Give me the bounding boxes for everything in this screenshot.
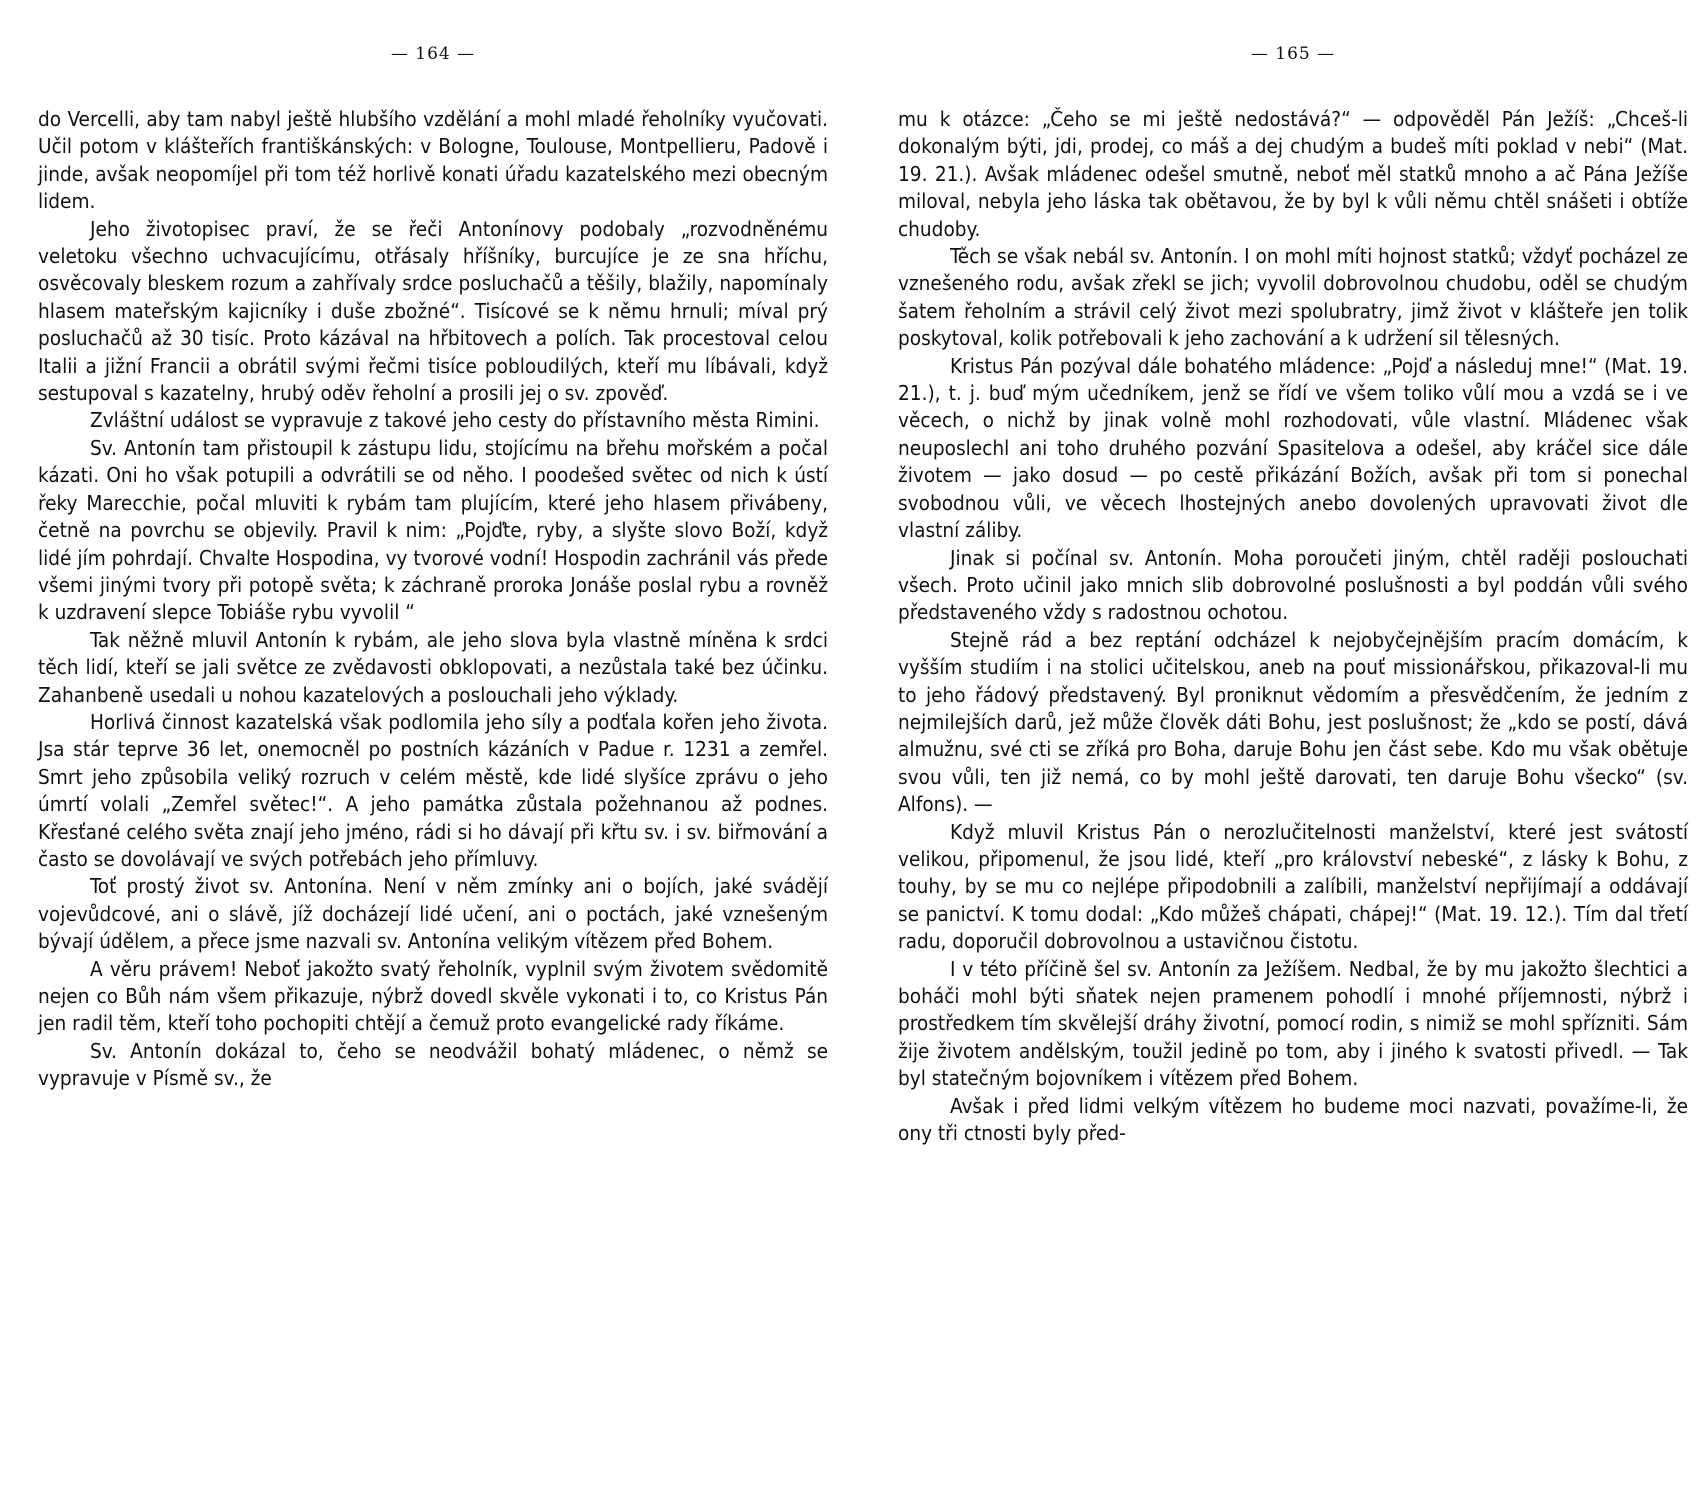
- page-number: — 164 —: [390, 44, 476, 64]
- page-body: [38, 106, 828, 1093]
- paragraph: Zvláštní událost se vypravuje z takové jeho cesty do přístavního města Rimini.: [90, 408, 820, 433]
- paragraph: Těch se však nebál sv. Antonín. I on mohl míti hojnost statků; vždyť pocházel ze vznešeného rodu, avšak zřekl se jich; vyvolil dobrovolnou chudobu, oděl se chudým šatem řeholním a strávil celý život mezi spolubratry, jimž život v klášteře jen tolik poskytoval, kolik potřebovali k jeho zachování a k udržení sil tělesných.: [898, 244, 1688, 351]
- paragraph: Tak něžně mluvil Antonín k rybám, ale jeho slova byla vlastně míněna k srdci těch lidí, kteří se jali světce ze zvědavosti obklopovati, a nezůstala také bez účinku. Zahanbeně usedali u nohou kazatelových a poslouchali jeho výklady.: [38, 627, 828, 707]
- paragraph: Jeho životopisec praví, že se řeči Antonínovy podobaly „rozvodněnému veletoku všechno uchvacujícímu, otřásaly hříšníky, burcujíce je ze sna hříchu, osvěcovaly bleskem rozum a zahřívaly srdce posluchačů a těšily, blažily, napomínaly hlasem mateřským kajicníky i duše zbožné“. Tisícové se k němu hrnuli; míval prý posluchačů až 30 tisíc. Proto kázával na hřbitovech a polích. Tak procestoval celou Italii a jižní Francii a obrátil svými řečmi tisíce pobloudilých, kteří mu líbávali, když sestupoval s kazatelny, hrubý oděv řeholní a prosili jej o sv. zpověď.: [38, 216, 828, 406]
- paragraph: A věru právem! Neboť jakožto svatý řeholník, vyplnil svým životem svědomitě nejen co Bůh nám všem přikazuje, nýbrž dovedl skvěle vykonati i to, co Kristus Pán jen radil těm, kteří toho pochopiti chtějí a čemuž proto evangelické rady říkáme.: [38, 956, 828, 1036]
- paragraph: Stejně rád a bez reptání odcházel k nejobyčejnějším pracím domácím, k vyšším studiím i na stolici učitelskou, aneb na pouť missionářskou, přikazoval-li mu to jeho řádový představený. Byl proniknut vědomím a přesvědčením, že jedním z nejmilejších darů, jež může člověk dáti Bohu, jest poslušnost; že „kdo se postí, dává almužnu, své cti se zříká pro Boha, daruje Bohu jen část sebe. Kdo mu však obětuje svou vůli, ten již nemá, co by mohl ještě darovati, ten daruje Bohu všecko“ (sv. Alfons). —: [898, 627, 1688, 817]
- paragraph: Jinak si počínal sv. Antonín. Moha poroučeti jiným, chtěl raději poslouchati všech. Proto učinil jako mnich slib dobrovolné poslušnosti a byl poddán vůli svého představeného vždy s radostnou ochotou.: [898, 545, 1688, 625]
- paragraph: do Vercelli, aby tam nabyl ještě hlubšího vzdělání a mohl mladé řeholníky vyučovati. Učil potom v klášteřích františkánských: v Bologne, Toulouse, Montpellieru, Padově i jinde, avšak neopomíjel při tom též horlivě konati úřadu kazatelského mezi obecným lidem.: [38, 107, 828, 214]
- left-page: [38, 0, 828, 1500]
- right-page: [898, 0, 1688, 1500]
- paragraph: Avšak i před lidmi velkým vítězem ho budeme moci nazvati, považíme-li, že ony tři ctnosti byly před-: [898, 1093, 1688, 1146]
- paragraph: Sv. Antonín tam přistoupil k zástupu lidu, stojícímu na břehu mořském a počal kázati. Oni ho však potupili a odvrátili se od něho. I poodešed světec od nich k ústí řeky Marecchie, počal mluviti k rybám tam plujícím, které jeho hlasem přivábeny, četně na povrchu se objevily. Pravil k nim: „Pojďte, ryby, a slyšte slovo Boží, když lidé jím pohrdají. Chvalte Hospodina, vy tvorové vodní! Hospodin zachránil vás přede všemi jinými tvory při potopě světa; k záchraně proroka Jonáše poslal rybu a rovněž k uzdravení slepce Tobiáše rybu vyvolil “: [38, 435, 828, 625]
- paragraph: Horlivá činnost kazatelská však podlomila jeho síly a podťala kořen jeho života. Jsa stár teprve 36 let, onemocněl po postních kázáních v Padue r. 1231 a zemřel. Smrt jeho způsobila veliký rozruch v celém městě, kde lidé slyšíce zprávu o jeho úmrtí volali „Zemřel světec!“. A jeho památka zůstala požehnanou až podnes. Křesťané celého světa znají jeho jméno, rádi si ho dávají při křtu sv. i sv. biřmování a často se dovolávají ve svých potřebách jeho přímluvy.: [38, 709, 828, 871]
- page-body: [898, 106, 1688, 1147]
- paragraph: I v této příčině šel sv. Antonín za Ježíšem. Nedbal, že by mu jakožto šlechtici a boháči mohl býti sňatek nejen pramenem pohodlí i mnohé příjemnosti, nýbrž i prostředkem tím skvělejší dráhy životní, pomocí rodin, s nimiž se mohl spřízniti. Sám žije životem andělským, toužil jedině po tom, aby i jiného k svatosti přivedl. — Tak byl statečným bojovníkem i vítězem před Bohem.: [898, 956, 1688, 1091]
- paragraph: mu k otázce: „Čeho se mi ještě nedostává?“ — odpověděl Pán Ježíš: „Chceš-li dokonalým býti, jdi, prodej, co máš a dej chudým a budeš míti poklad v nebi“ (Mat. 19. 21.). Avšak mládenec odešel smutně, neboť měl statků mnoho a ač Pána Ježíše miloval, nebyla jeho láska tak obětavou, že by byl k vůli němu chtěl snášeti i obtíže chudoby.: [898, 107, 1688, 241]
- paragraph: Toť prostý život sv. Antonína. Není v něm zmínky ani o bojích, jaké svádějí vojevůdcové, ani o slávě, jíž docházejí lidé učení, ani o poctách, jaké vznešeným bývají údělem, a přece jsme nazvali sv. Antonína velikým vítězem před Bohem.: [38, 874, 828, 954]
- page-number: — 165 —: [1250, 44, 1336, 64]
- paragraph: Sv. Antonín dokázal to, čeho se neodvážil bohatý mládenec, o němž se vypravuje v Písmě sv., že: [38, 1038, 828, 1091]
- paragraph: Kristus Pán pozýval dále bohatého mládence: „Pojď a následuj mne!“ (Mat. 19. 21.), t. j. buď mým učedníkem, jenž se řídí ve všem toliko vůlí mou a vzdá se i ve věcech, o nichž by jinak volně mohl rozhodovati, vůle vlastní. Mládenec však neuposlechl ani toho druhého pozvání Spasitelova a odešel, aby kráčel sice dále životem — jako dosud — po cestě přikázání Božích, avšak při tom si ponechal svobodnou vůli, ve věcech lhostejných anebo dovolených upravovati život dle vlastní záliby.: [898, 353, 1688, 543]
- paragraph: Když mluvil Kristus Pán o nerozlučitelnosti manželství, které jest svátostí velikou, připomenul, že jsou lidé, kteří „pro království nebeské“, z lásky k Bohu, z touhy, by se mu co nejlépe připodobnili a zalíbili, manželství nepřijímají a oddávají se panictví. K tomu dodal: „Kdo můžeš chápati, chápej!“ (Mat. 19. 12.). Tím dal třetí radu, doporučil dobrovolnou a ustavičnou čistotu.: [898, 819, 1688, 954]
